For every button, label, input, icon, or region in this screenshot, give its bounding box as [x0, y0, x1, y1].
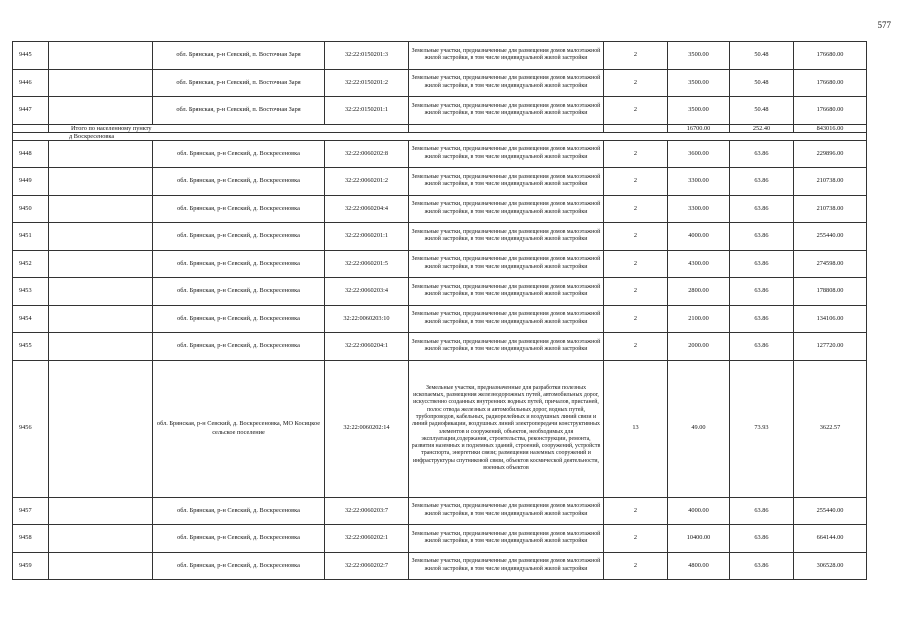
row-land-use-type: Земельные участки, предназначенные для размещения домов малоэтажной жилой застройки, в том числе индивидуальной жилой застройки	[409, 305, 604, 333]
row-rate: 73.93	[730, 360, 794, 497]
row-address: обл. Брянская, р-н Севский, д. Воскресеновка	[153, 140, 325, 168]
row-land-use-type: Земельные участки, предназначенные для размещения домов малоэтажной жилой застройки, в том числе индивидуальной жилой застройки	[409, 278, 604, 306]
table-row	[13, 140, 867, 168]
row-number: 9459	[13, 552, 49, 580]
row-land-use-type: Земельные участки, предназначенные для разработки полезных ископаемых, размещения железнодорожных путей, автомобильных дорог, искусственно созданных внутренних водных путей, причалов, пристаней, полос отвода железных и автомобильных дорог, водных путей, трубопроводов, кабельных, радиорелейных и воздушных линий связи и линий радиофикации, воздушных линий электропередачи конструктивных элементов и сооружений, объектов, необходимых для эксплуатации,содержания, строительства, реконструкции, ремонта, развития наземных и подземных зданий, строений, сооружений, устройств транспорта, энергетики связи; размещения наземных сооружений и инфраструктуры спутниковой связи, объектов космической деятельности, военных объектов	[409, 360, 604, 497]
row-group: 2	[604, 250, 668, 278]
row-number: 9448	[13, 140, 49, 168]
row-land-use-type: Земельные участки, предназначенные для размещения домов малоэтажной жилой застройки, в том числе индивидуальной жилой застройки	[409, 223, 604, 251]
row-number: 9452	[13, 250, 49, 278]
row-number: 9454	[13, 305, 49, 333]
cadastral-value-table	[12, 41, 867, 580]
row-cadastral-value: 664144.00	[794, 525, 867, 553]
row-cadastral-value: 3622.57	[794, 360, 867, 497]
row-rate: 50.48	[730, 69, 794, 97]
row-cadastral-value: 255440.00	[794, 223, 867, 251]
row-address: обл. Брянская, р-н Севский, п. Восточная Заря	[153, 42, 325, 70]
row-land-use-type: Земельные участки, предназначенные для размещения домов малоэтажной жилой застройки, в том числе индивидуальной жилой застройки	[409, 168, 604, 196]
row-group: 13	[604, 360, 668, 497]
table-row	[13, 497, 867, 525]
row-number: 9447	[13, 97, 49, 125]
row-number: 9445	[13, 42, 49, 70]
row-area: 3300.00	[668, 195, 730, 223]
row-cadastral-value: 274598.00	[794, 250, 867, 278]
table-row	[13, 250, 867, 278]
row-address: обл. Брянская, р-н Севский, д. Воскресеновка	[153, 525, 325, 553]
row-cadastral-value: 306528.00	[794, 552, 867, 580]
row-address: обл. Брянская, р-н Севский, д. Воскресеновка	[153, 497, 325, 525]
row-area: 3300.00	[668, 168, 730, 196]
row-group: 2	[604, 223, 668, 251]
row-group: 2	[604, 552, 668, 580]
row-area: 2000.00	[668, 333, 730, 361]
row-land-use-type: Земельные участки, предназначенные для размещения домов малоэтажной жилой застройки, в том числе индивидуальной жилой застройки	[409, 97, 604, 125]
row-area: 3500.00	[668, 97, 730, 125]
row-rate: 63.86	[730, 497, 794, 525]
row-area: 49.00	[668, 360, 730, 497]
row-group: 2	[604, 140, 668, 168]
row-rate: 63.86	[730, 223, 794, 251]
table-row	[13, 168, 867, 196]
row-empty-cell	[49, 223, 153, 251]
row-address: обл. Брянская, р-н Севский, д. Воскресеновка	[153, 223, 325, 251]
row-rate: 63.86	[730, 525, 794, 553]
table-row	[13, 97, 867, 125]
row-land-use-type: Земельные участки, предназначенные для размещения домов малоэтажной жилой застройки, в том числе индивидуальной жилой застройки	[409, 69, 604, 97]
row-address: обл. Брянская, р-н Севский, д. Воскресеновка	[153, 195, 325, 223]
row-number: 9456	[13, 360, 49, 497]
row-cadastral-number: 32:22:0060201:5	[325, 250, 409, 278]
row-cadastral-number: 32:22:0060202:1	[325, 525, 409, 553]
empty-cell	[604, 124, 668, 132]
row-cadastral-number: 32:22:0060202:14	[325, 360, 409, 497]
row-address: обл. Брянская, р-н Севский, п. Восточная Заря	[153, 97, 325, 125]
row-empty-cell	[49, 305, 153, 333]
row-address: обл. Брянская, р-н Севский, д. Воскресеновка	[153, 168, 325, 196]
total-rate: 252.40	[730, 124, 794, 132]
row-number: 9458	[13, 525, 49, 553]
row-cadastral-value: 210738.00	[794, 195, 867, 223]
row-empty-cell	[49, 333, 153, 361]
row-land-use-type: Земельные участки, предназначенные для размещения домов малоэтажной жилой застройки, в том числе индивидуальной жилой застройки	[409, 42, 604, 70]
settlement-total-row	[13, 124, 867, 132]
row-cadastral-number: 32:22:0150201:2	[325, 69, 409, 97]
row-number: 9455	[13, 333, 49, 361]
row-empty-cell	[49, 497, 153, 525]
table-row	[13, 333, 867, 361]
row-land-use-type: Земельные участки, предназначенные для размещения домов малоэтажной жилой застройки, в том числе индивидуальной жилой застройки	[409, 195, 604, 223]
row-rate: 63.86	[730, 195, 794, 223]
row-cadastral-value: 127720.00	[794, 333, 867, 361]
row-land-use-type: Земельные участки, предназначенные для размещения домов малоэтажной жилой застройки, в том числе индивидуальной жилой застройки	[409, 525, 604, 553]
page-number: 577	[877, 20, 891, 30]
row-group: 2	[604, 97, 668, 125]
row-cadastral-number: 32:22:0060202:8	[325, 140, 409, 168]
row-rate: 63.86	[730, 250, 794, 278]
row-number: 9457	[13, 497, 49, 525]
row-cadastral-value: 134106.00	[794, 305, 867, 333]
table-row	[13, 42, 867, 70]
row-cadastral-number: 32:22:0060203:10	[325, 305, 409, 333]
row-cadastral-value: 229896.00	[794, 140, 867, 168]
table-row	[13, 305, 867, 333]
settlement-name: д Воскресеновка	[13, 132, 867, 140]
row-cadastral-number: 32:22:0150201:3	[325, 42, 409, 70]
row-address: обл. Брянская, р-н Севский, д. Воскресеновка	[153, 250, 325, 278]
row-rate: 63.86	[730, 305, 794, 333]
row-group: 2	[604, 333, 668, 361]
row-rate: 63.86	[730, 140, 794, 168]
row-area: 3500.00	[668, 42, 730, 70]
row-land-use-type: Земельные участки, предназначенные для размещения домов малоэтажной жилой застройки, в том числе индивидуальной жилой застройки	[409, 497, 604, 525]
row-address: обл. Брянская, р-н Севский, д. Воскресеновка	[153, 333, 325, 361]
row-land-use-type: Земельные участки, предназначенные для размещения домов малоэтажной жилой застройки, в том числе индивидуальной жилой застройки	[409, 552, 604, 580]
row-group: 2	[604, 278, 668, 306]
row-cadastral-number: 32:22:0060203:7	[325, 497, 409, 525]
row-empty-cell	[49, 42, 153, 70]
row-address: обл. Брянская, р-н Севский, п. Восточная Заря	[153, 69, 325, 97]
row-area: 3600.00	[668, 140, 730, 168]
row-cadastral-number: 32:22:0060203:4	[325, 278, 409, 306]
row-area: 4000.00	[668, 497, 730, 525]
row-address: обл. Брянская, р-н Севский, д. Воскресеновка	[153, 552, 325, 580]
row-rate: 63.86	[730, 552, 794, 580]
row-number: 9449	[13, 168, 49, 196]
row-empty-cell	[49, 525, 153, 553]
row-cadastral-value: 178808.00	[794, 278, 867, 306]
row-rate: 63.86	[730, 278, 794, 306]
row-empty-cell	[49, 278, 153, 306]
row-cadastral-number: 32:22:0060202:7	[325, 552, 409, 580]
table-row	[13, 360, 867, 497]
row-cadastral-value: 176680.00	[794, 42, 867, 70]
empty-cell	[13, 124, 49, 132]
row-rate: 50.48	[730, 97, 794, 125]
row-cadastral-number: 32:22:0060204:4	[325, 195, 409, 223]
row-rate: 63.86	[730, 168, 794, 196]
row-group: 2	[604, 305, 668, 333]
table-row	[13, 69, 867, 97]
row-empty-cell	[49, 195, 153, 223]
table-row	[13, 552, 867, 580]
row-number: 9450	[13, 195, 49, 223]
row-land-use-type: Земельные участки, предназначенные для размещения домов малоэтажной жилой застройки, в том числе индивидуальной жилой застройки	[409, 333, 604, 361]
row-area: 4300.00	[668, 250, 730, 278]
row-rate: 50.48	[730, 42, 794, 70]
row-empty-cell	[49, 69, 153, 97]
row-empty-cell	[49, 552, 153, 580]
table-row	[13, 278, 867, 306]
table-row	[13, 195, 867, 223]
row-area: 2100.00	[668, 305, 730, 333]
row-number: 9453	[13, 278, 49, 306]
row-area: 3500.00	[668, 69, 730, 97]
row-number: 9451	[13, 223, 49, 251]
row-number: 9446	[13, 69, 49, 97]
table-row	[13, 525, 867, 553]
row-group: 2	[604, 42, 668, 70]
row-address: обл. Брянская, р-н Севский, д. Воскресеновка	[153, 305, 325, 333]
row-area: 2800.00	[668, 278, 730, 306]
row-group: 2	[604, 195, 668, 223]
row-empty-cell	[49, 168, 153, 196]
row-address: обл. Брянская, р-н Севский, д. Воскресеновка	[153, 278, 325, 306]
row-empty-cell	[49, 250, 153, 278]
empty-cell	[409, 124, 604, 132]
row-cadastral-number: 32:22:0060201:2	[325, 168, 409, 196]
row-rate: 63.86	[730, 333, 794, 361]
row-cadastral-number: 32:22:0150201:1	[325, 97, 409, 125]
row-group: 2	[604, 525, 668, 553]
row-cadastral-value: 210738.00	[794, 168, 867, 196]
row-land-use-type: Земельные участки, предназначенные для размещения домов малоэтажной жилой застройки, в том числе индивидуальной жилой застройки	[409, 250, 604, 278]
settlement-header-row	[13, 132, 867, 140]
total-label: Итого по населенному пункту	[49, 124, 409, 132]
row-group: 2	[604, 69, 668, 97]
row-area: 4800.00	[668, 552, 730, 580]
row-cadastral-value: 176680.00	[794, 69, 867, 97]
row-group: 2	[604, 168, 668, 196]
row-cadastral-number: 32:22:0060204:1	[325, 333, 409, 361]
row-empty-cell	[49, 360, 153, 497]
row-address: обл. Брянская, р-н Севский, д. Воскресеновка, МО Косицкое сельское поселение	[153, 360, 325, 497]
row-empty-cell	[49, 97, 153, 125]
row-empty-cell	[49, 140, 153, 168]
row-cadastral-number: 32:22:0060201:1	[325, 223, 409, 251]
table-row	[13, 223, 867, 251]
total-area: 16700.00	[668, 124, 730, 132]
total-value: 843016.00	[794, 124, 867, 132]
row-area: 4000.00	[668, 223, 730, 251]
row-cadastral-value: 176680.00	[794, 97, 867, 125]
row-cadastral-value: 255440.00	[794, 497, 867, 525]
row-group: 2	[604, 497, 668, 525]
row-area: 10400.00	[668, 525, 730, 553]
row-land-use-type: Земельные участки, предназначенные для размещения домов малоэтажной жилой застройки, в том числе индивидуальной жилой застройки	[409, 140, 604, 168]
